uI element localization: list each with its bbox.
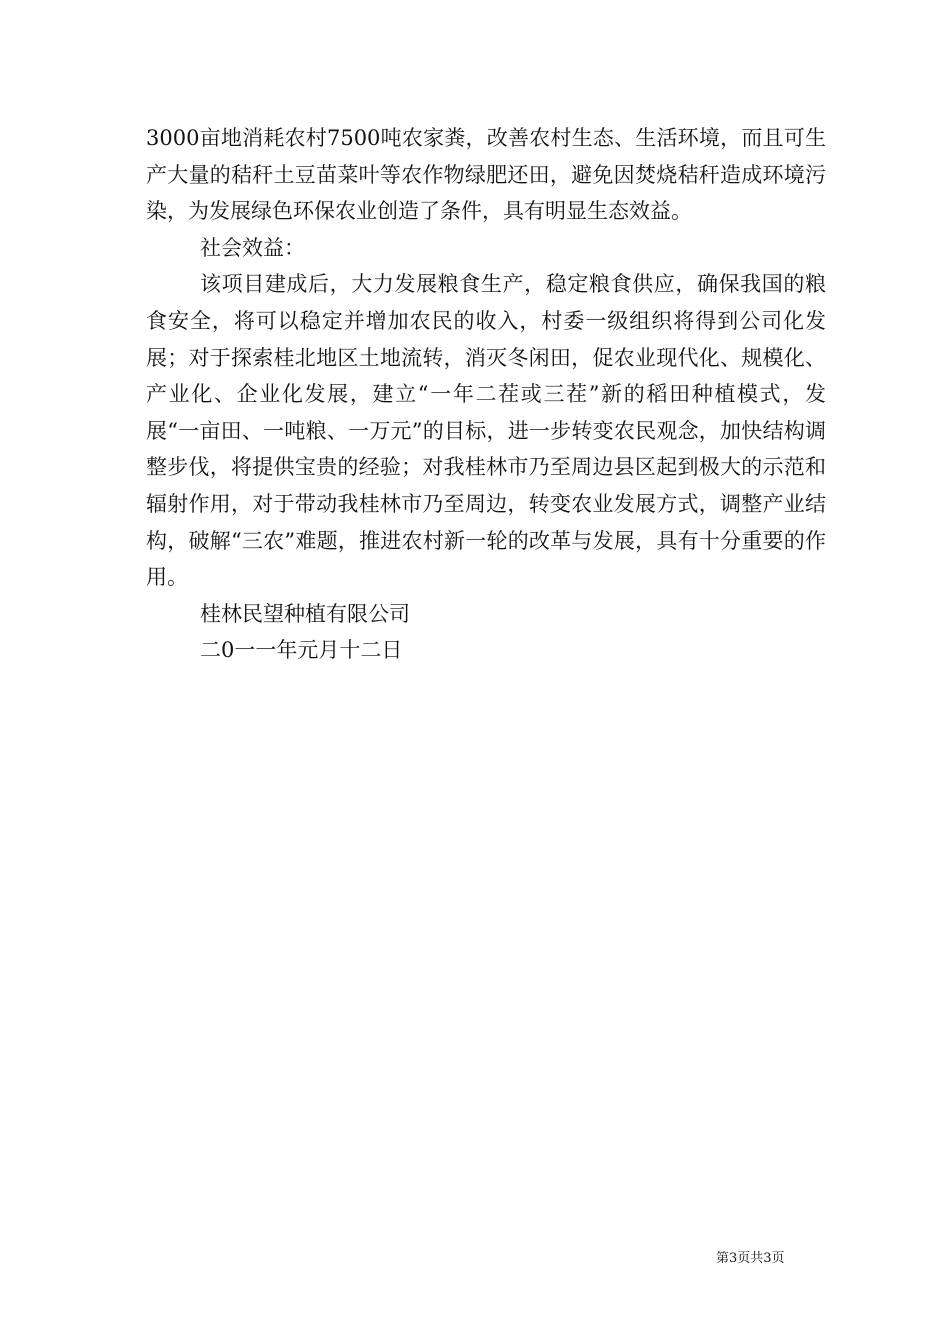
- paragraph-social-benefit: 该项目建成后，大力发展粮食生产，稳定粮食供应，确保我国的粮食安全，将可以稳定并增加农民的收入，村委一级组织将得到公司化发展；对于探索桂北地区土地流转，消灭冬闲田，促农业现代化、规模化、产业化、企业化发展，建立“一年二茬或三茬”新的稻田种植模式，发展“一亩田、一吨粮、一万元”的目标，进一步转变农民观念，加快结构调整步伐，将提供宝贵的经验；对我桂林市乃至周边县区起到极大的示范和辐射作用，对于带动我桂林市乃至周边，转变农业发展方式，调整产业结构，破解“三农”难题，推进农村新一轮的改革与发展，具有十分重要的作用。: [146, 272, 826, 590]
- paragraph-ecological-benefit: 3000亩地消耗农村7500吨农家粪，改善农村生态、生活环境，而且可生产大量的秸秆土豆苗菜叶等农作物绿肥还田，避免因焚烧秸秆造成环境污染，为发展绿色环保农业创造了条件，具有明显生态效益。: [146, 126, 826, 224]
- signature-date: 二0一一年元月十二日: [200, 638, 403, 663]
- heading-social-benefit: 社会效益：: [200, 235, 305, 260]
- signature-company-name: 桂林民望种植有限公司: [200, 601, 410, 626]
- page-number-footer: 第3页共3页: [716, 1251, 785, 1266]
- document-body: [146, 120, 826, 669]
